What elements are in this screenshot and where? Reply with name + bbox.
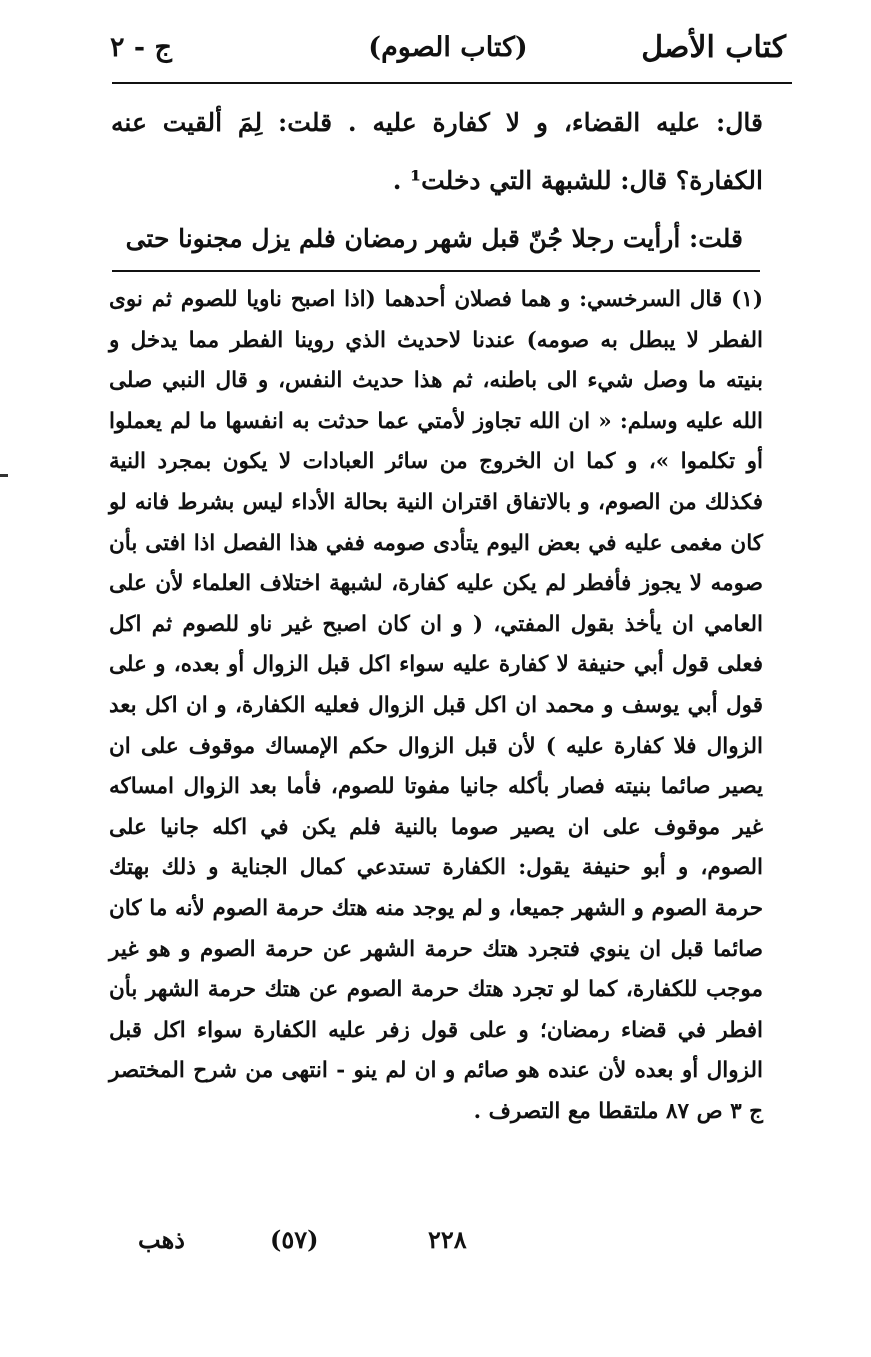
- footnote-separator: [112, 270, 760, 272]
- running-header: [110, 22, 786, 74]
- chapter-title: (كتاب الصوم): [368, 32, 528, 63]
- signature-code: ذهب: [138, 1225, 185, 1254]
- sheet-number: (٥٧): [270, 1225, 319, 1254]
- volume-number: ج - ٢: [110, 32, 172, 63]
- book-title: كتاب الأصل: [641, 30, 786, 65]
- main-paragraph-2: قلت: أرأيت رجلا جُنّ قبل شهر رمضان فلم يزل مجنونا حتى: [125, 224, 743, 253]
- page-number: ٢٢٨: [428, 1225, 467, 1254]
- main-paragraph-1: قال: عليه القضاء، و لا كفارة عليه . قلت: لِمَ ألقيت عنه الكفارة؟ قال: للشبهة التي دخلت¹ .: [111, 108, 763, 195]
- header-rule: [112, 82, 792, 84]
- footnote: [109, 280, 763, 1132]
- footnote-text: (١) قال السرخسي: و هما فصلان أحدهما (اذا اصبح ناويا للصوم ثم نوى الفطر لا يبطل به صومه) عندنا لاحديث الذي روينا الفطر مما يدخل و بنيته ما وصل شيء الى باطنه، ثم هذا حديث النفس، و قال النبي صلى الله عليه وسلم: « ان الله تجاوز لأمتي عما حدثت به انفسها ما لم يعملوا أو تكلموا »، و كما ان الخروج من سائر العبادات لا يكون بمجرد النية فكذلك من الصوم، و بالاتفاق اقتران النية بحالة الأداء ليس بشرط فانه لو كان مغمى عليه في بعض اليوم يتأدى صومه ففي هذا الفصل اذا افتى بأن صومه لا يجوز فأفطر لم يكن عليه كفارة، لشبهة اختلاف العلماء لأن على العامي ان يأخذ بقول المفتي، ( و ان كان اصبح غير ناو للصوم ثم اكل فعلى قول أبي حنيفة لا كفارة عليه سواء اكل قبل الزوال أو بعده، و على قول أبي يوسف و محمد ان اكل قبل الزوال فعليه الكفارة، و ان اكل بعد الزوال فلا كفارة عليه ) لأن قبل الزوال حكم الإمساك موقوف على ان يصير صائما بنيته فصار بأكله جانيا مفوتا للصوم، فأما بعد الزوال امساكه غير موقوف على ان يصير صوما بالنية فلم يكن في اكله جانيا على الصوم، و أبو حنيفة يقول: الكفارة تستدعي كمال الجناية و ذلك بهتك حرمة الصوم و الشهر جميعا، و لم يوجد منه هتك حرمة الصوم لأنه ما كان صائما قبل ان ينوي فتجرد هتك حرمة الشهر عن حرمة الصوم و هو غير موجب للكفارة، كما لو تجرد هتك حرمة الصوم عن هتك حرمة الشهر بأن افطر في قضاء رمضان؛ و على قول زفر عليه الكفارة سواء اكل قبل الزوال أو بعده لأن عنده هو صائم و ان لم ينو - انتهى من شرح المختصر ج ٣ ص ٨٧ ملتقطا مع التصرف .: [109, 287, 763, 1124]
- main-text: [111, 94, 763, 268]
- page-footer: [130, 1220, 490, 1260]
- scan-edge-mark: [0, 474, 8, 477]
